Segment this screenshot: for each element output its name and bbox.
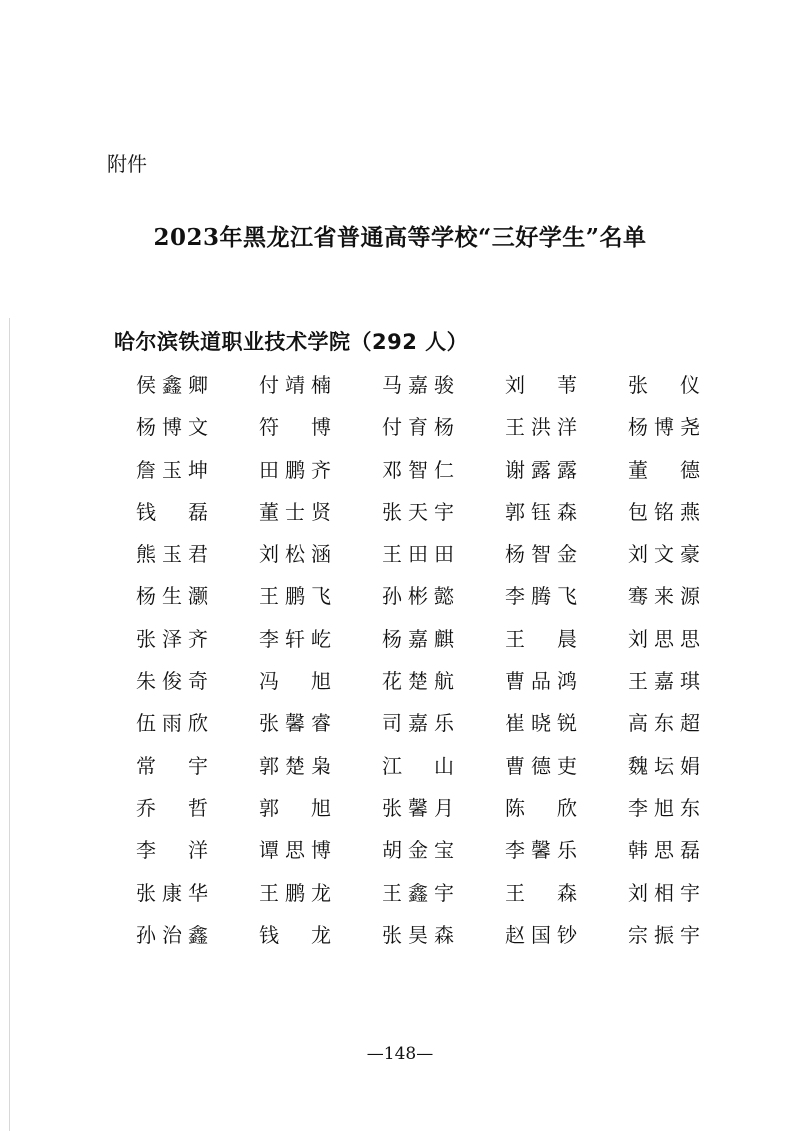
student-name: 张 天 宇 <box>382 499 454 524</box>
student-name: 王 洪 洋 <box>505 415 577 440</box>
attachment-label: 附件 <box>107 152 147 176</box>
student-name: 田 鹏 齐 <box>259 457 331 482</box>
student-name: 王 晨 <box>505 626 577 651</box>
student-name: 钱 磊 <box>136 499 208 524</box>
student-name: 王 鑫 宇 <box>382 880 454 905</box>
student-name: 熊 玉 君 <box>136 542 208 567</box>
student-name: 胡 金 宝 <box>382 838 454 863</box>
student-name: 孙 彬 懿 <box>382 584 454 609</box>
student-name: 韩 思 磊 <box>628 838 700 863</box>
student-name: 赵 国 钞 <box>505 922 577 947</box>
student-name: 张 泽 齐 <box>136 626 208 651</box>
student-name: 张 馨 月 <box>382 795 454 820</box>
student-name: 邓 智 仁 <box>382 457 454 482</box>
student-name: 董 士 贤 <box>259 499 331 524</box>
student-name: 朱 俊 奇 <box>136 669 208 694</box>
student-name: 张 昊 森 <box>382 922 454 947</box>
student-name: 曹 德 吏 <box>505 753 577 778</box>
student-name: 刘 文 豪 <box>628 542 700 567</box>
student-name-list <box>136 364 751 956</box>
student-name: 崔 晓 锐 <box>505 711 577 736</box>
student-name: 李 轩 屹 <box>259 626 331 651</box>
student-name: 张 康 华 <box>136 880 208 905</box>
student-name: 杨 嘉 麒 <box>382 626 454 651</box>
student-name: 马 嘉 骏 <box>382 373 454 397</box>
student-name: 詹 玉 坤 <box>136 457 208 482</box>
student-name: 王 嘉 琪 <box>628 669 700 694</box>
student-name: 刘 思 思 <box>628 626 700 651</box>
student-name: 董 德 <box>628 457 700 482</box>
student-name: 刘 相 宇 <box>628 880 700 905</box>
student-name: 宗 振 宇 <box>628 922 700 947</box>
student-name: 司 嘉 乐 <box>382 711 454 736</box>
student-name: 李 腾 飞 <box>505 584 577 609</box>
student-name: 张 仪 <box>628 373 700 397</box>
student-name: 杨 智 金 <box>505 542 577 567</box>
student-name: 冯 旭 <box>259 669 331 694</box>
student-name: 侯 鑫 卿 <box>136 373 208 397</box>
student-name: 伍 雨 欣 <box>136 711 208 736</box>
student-name: 王 鹏 龙 <box>259 880 331 905</box>
student-name: 付 育 杨 <box>382 415 454 440</box>
student-name: 江 山 <box>382 753 454 778</box>
student-name: 李 旭 东 <box>628 795 700 820</box>
student-name: 符 博 <box>259 415 331 440</box>
student-name: 陈 欣 <box>505 795 577 820</box>
student-name: 郭 楚 枭 <box>259 753 331 778</box>
student-name: 乔 哲 <box>136 795 208 820</box>
student-name: 钱 龙 <box>259 922 331 947</box>
student-name: 王 田 田 <box>382 542 454 567</box>
student-name: 骞 来 源 <box>628 584 700 609</box>
section-heading: 哈尔滨铁道职业技术学院（292 人） <box>114 330 469 354</box>
student-name: 常 宇 <box>136 753 208 778</box>
student-name: 孙 治 鑫 <box>136 922 208 947</box>
student-name: 刘 松 涵 <box>259 542 331 567</box>
student-name: 李 洋 <box>136 838 208 863</box>
student-name: 郭 旭 <box>259 795 331 820</box>
student-name: 杨 博 尧 <box>628 415 700 440</box>
student-name: 谢 露 露 <box>505 457 577 482</box>
student-name: 杨 生 灏 <box>136 584 208 609</box>
page-number: —148— <box>366 1044 434 1064</box>
student-name: 杨 博 文 <box>136 415 208 440</box>
student-name: 付 靖 楠 <box>259 373 331 397</box>
student-name: 曹 品 鸿 <box>505 669 577 694</box>
student-name: 郭 钰 森 <box>505 499 577 524</box>
student-name: 王 森 <box>505 880 577 905</box>
student-name: 张 馨 睿 <box>259 711 331 736</box>
student-name: 王 鹏 飞 <box>259 584 331 609</box>
student-name: 高 东 超 <box>628 711 700 736</box>
student-name: 谭 思 博 <box>259 838 331 863</box>
student-name: 魏 坛 娟 <box>628 753 700 778</box>
page-edge-rule <box>9 318 10 1131</box>
student-name: 包 铭 燕 <box>628 499 700 524</box>
student-name: 刘 苇 <box>505 373 577 397</box>
student-name: 花 楚 航 <box>382 669 454 694</box>
document-title: 2023年黑龙江省普通高等学校“三好学生”名单 <box>153 224 647 251</box>
student-name: 李 馨 乐 <box>505 838 577 863</box>
